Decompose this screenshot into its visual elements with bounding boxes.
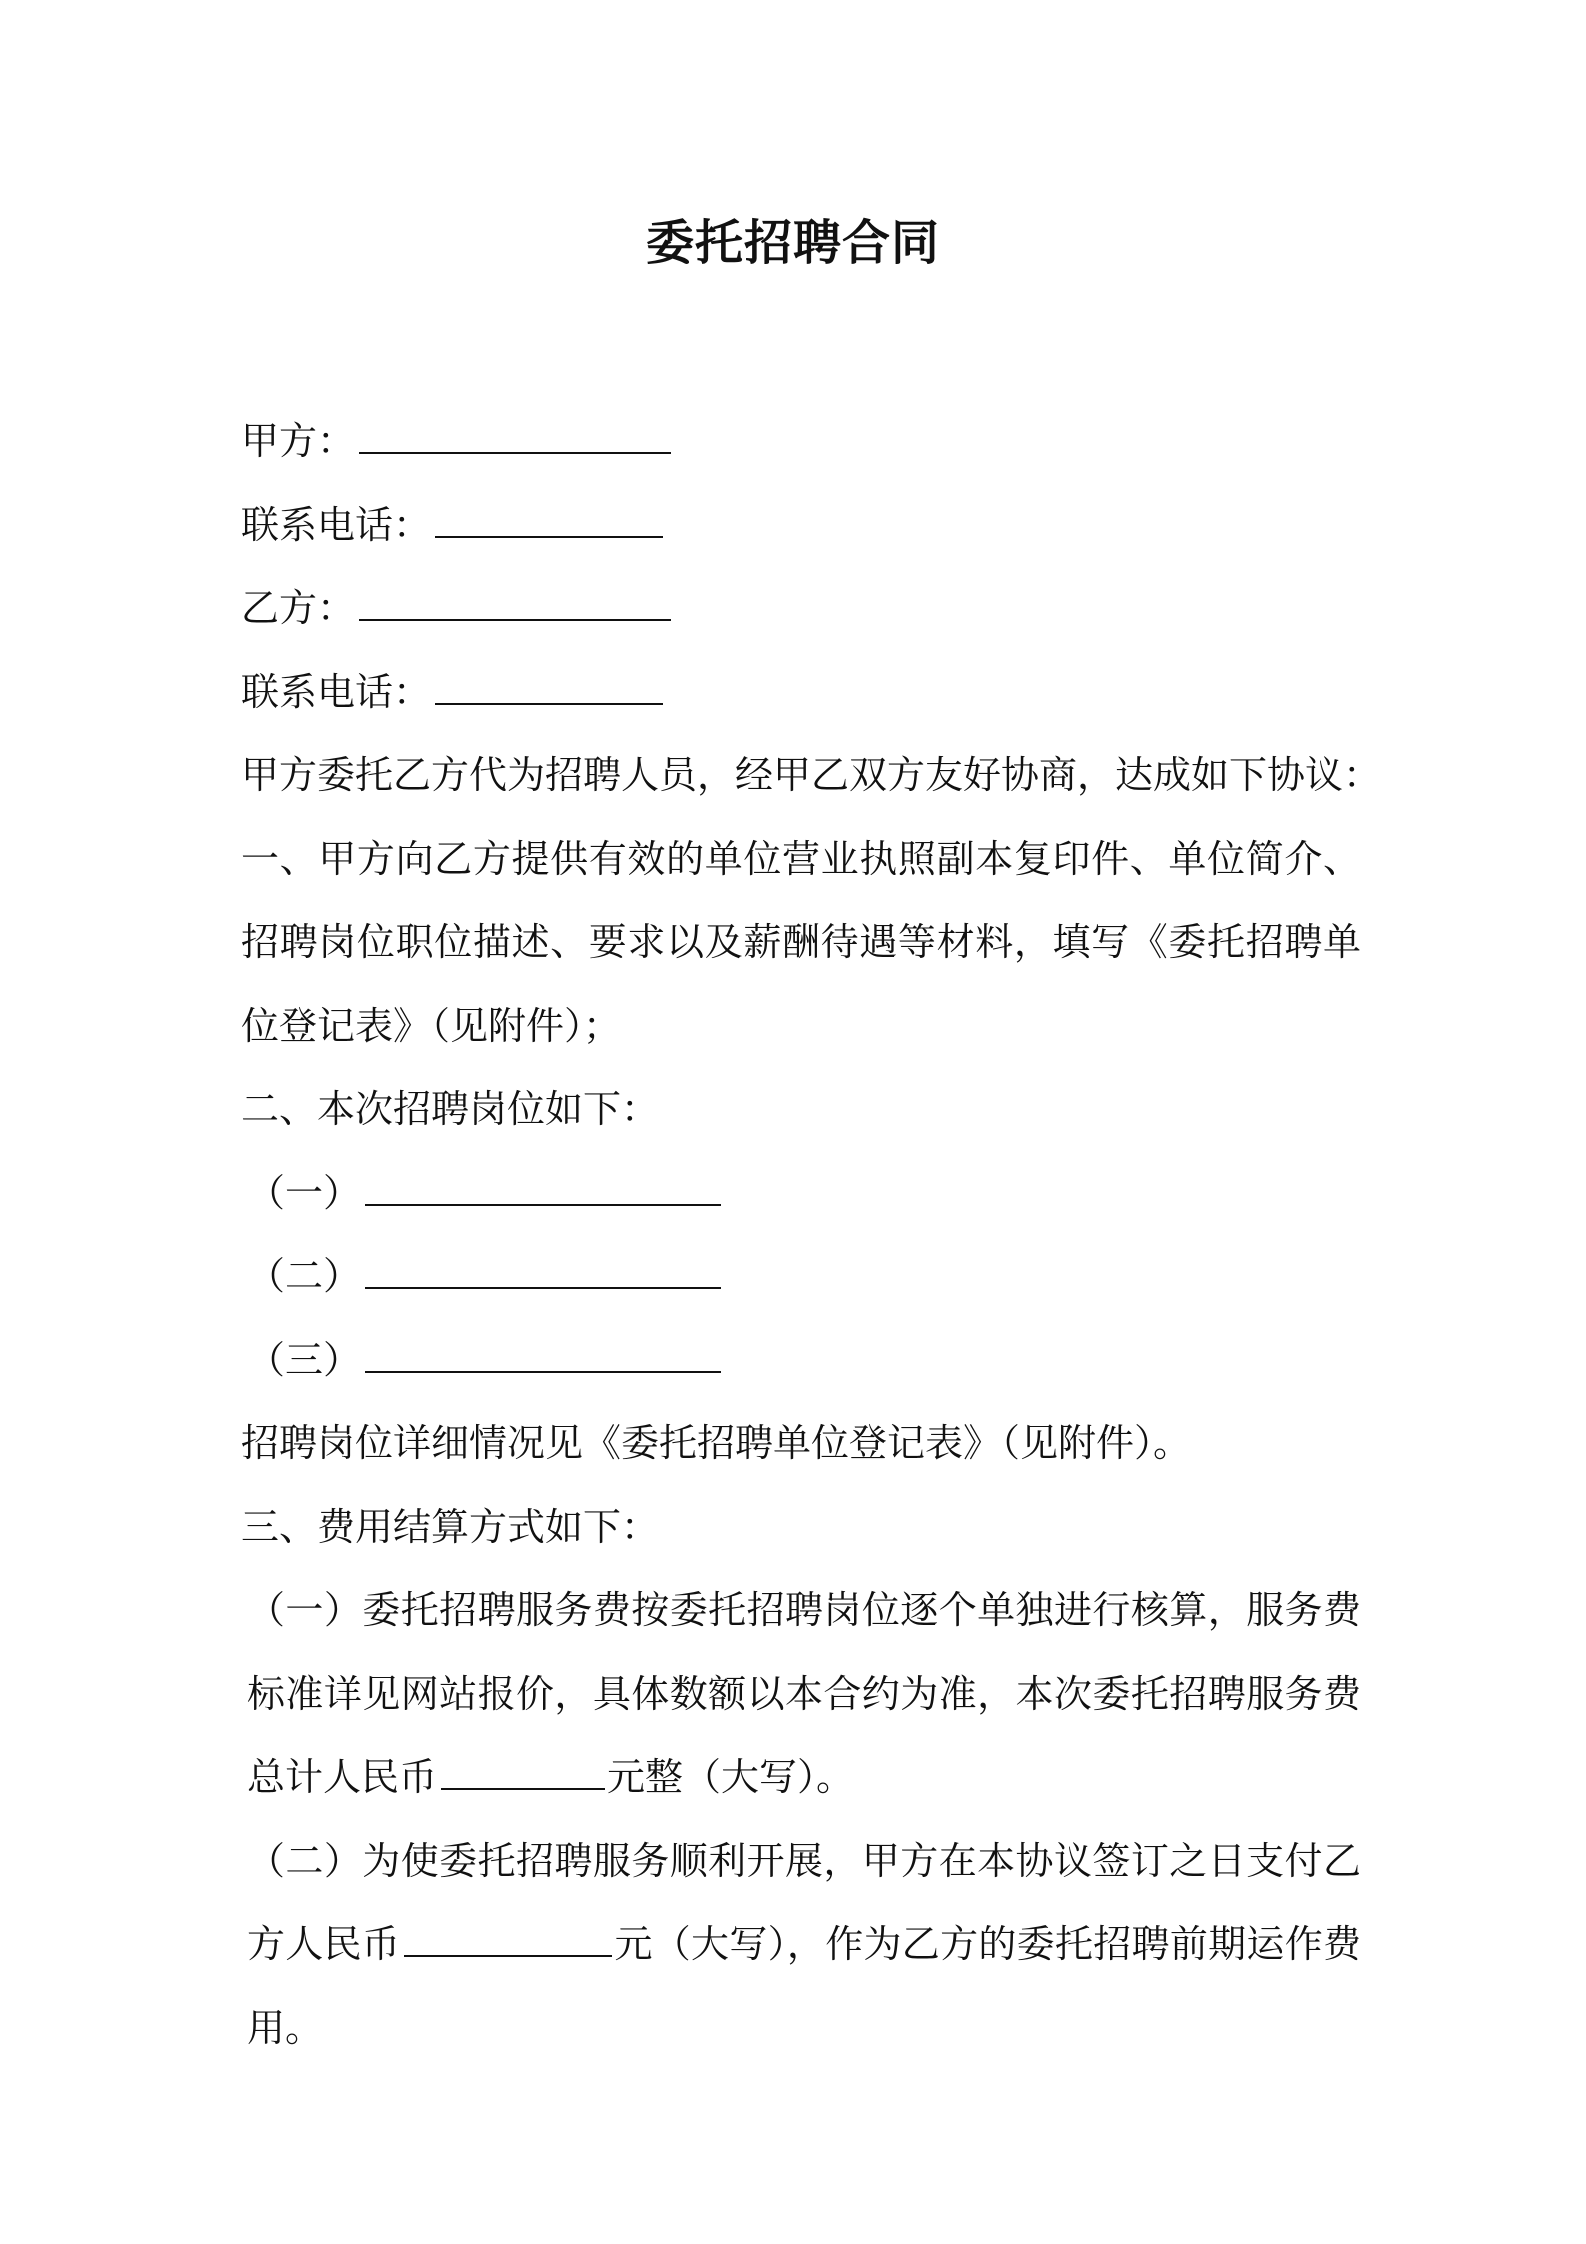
- document-title: 委托招聘合同: [645, 215, 940, 271]
- position-item-3: [241, 1319, 1361, 1403]
- fee-1-suffix: 元整（大写）。: [607, 1755, 855, 1799]
- position-item-blank: [365, 1257, 721, 1289]
- party-a-phone-line: [241, 484, 1361, 568]
- position-item-label: （二）: [247, 1254, 362, 1298]
- party-a-phone-label: 联系电话：: [241, 502, 432, 547]
- party-b-phone-blank: [435, 673, 663, 705]
- fee-2-amount-blank: [404, 1925, 612, 1957]
- contract-body: [241, 400, 1382, 2070]
- party-b-blank: [359, 589, 671, 621]
- position-item-blank: [365, 1341, 721, 1373]
- clause-3-heading: 三、费用结算方式如下：: [241, 1504, 660, 1549]
- party-a-phone-blank: [435, 506, 663, 538]
- position-item-1: [241, 1152, 1361, 1236]
- fee-1-text: （一）委托招聘服务费按委托招聘岗位逐个单独进行核算，服务费标准详见网站报价，具体数额以本合约为准，本次委托招聘服务费总计人民币: [247, 1588, 1361, 1799]
- party-a-label: 甲方：: [241, 419, 356, 463]
- party-a-line: [241, 400, 1361, 484]
- fee-2-text: （二）为使委托招聘服务顺利开展，甲方在本协议签订之日支付乙方人民币: [247, 1838, 1361, 1966]
- party-a-blank: [359, 422, 671, 454]
- fee-1-paragraph: [241, 1569, 1361, 1820]
- fee-2-paragraph: [241, 1820, 1361, 2071]
- position-item-2: [241, 1235, 1361, 1319]
- fee-1-amount-blank: [441, 1758, 605, 1790]
- clause-1-paragraph: 一、甲方向乙方提供有效的单位营业执照副本复印件、单位简介、招聘岗位职位描述、要求以及薪酬待遇等材料，填写《委托招聘单位登记表》（见附件）；: [241, 836, 1361, 1048]
- position-item-blank: [365, 1174, 721, 1206]
- party-b-label: 乙方：: [241, 586, 356, 630]
- party-b-phone-label: 联系电话：: [241, 669, 432, 714]
- position-item-label: （一）: [247, 1170, 362, 1215]
- party-b-phone-line: [241, 651, 1361, 735]
- fee-2-suffix: 元（大写），作为乙方的委托招聘前期运作费用。: [247, 1922, 1361, 2050]
- clause-2-heading: 二、本次招聘岗位如下：: [241, 1087, 660, 1131]
- position-details-paragraph: 招聘岗位详细情况见《委托招聘单位登记表》（见附件）。: [241, 1421, 1192, 1465]
- position-item-label: （三）: [247, 1337, 362, 1382]
- intro-paragraph: 甲方委托乙方代为招聘人员，经甲乙双方友好协商，达成如下协议：: [241, 753, 1382, 797]
- party-b-line: [241, 567, 1361, 651]
